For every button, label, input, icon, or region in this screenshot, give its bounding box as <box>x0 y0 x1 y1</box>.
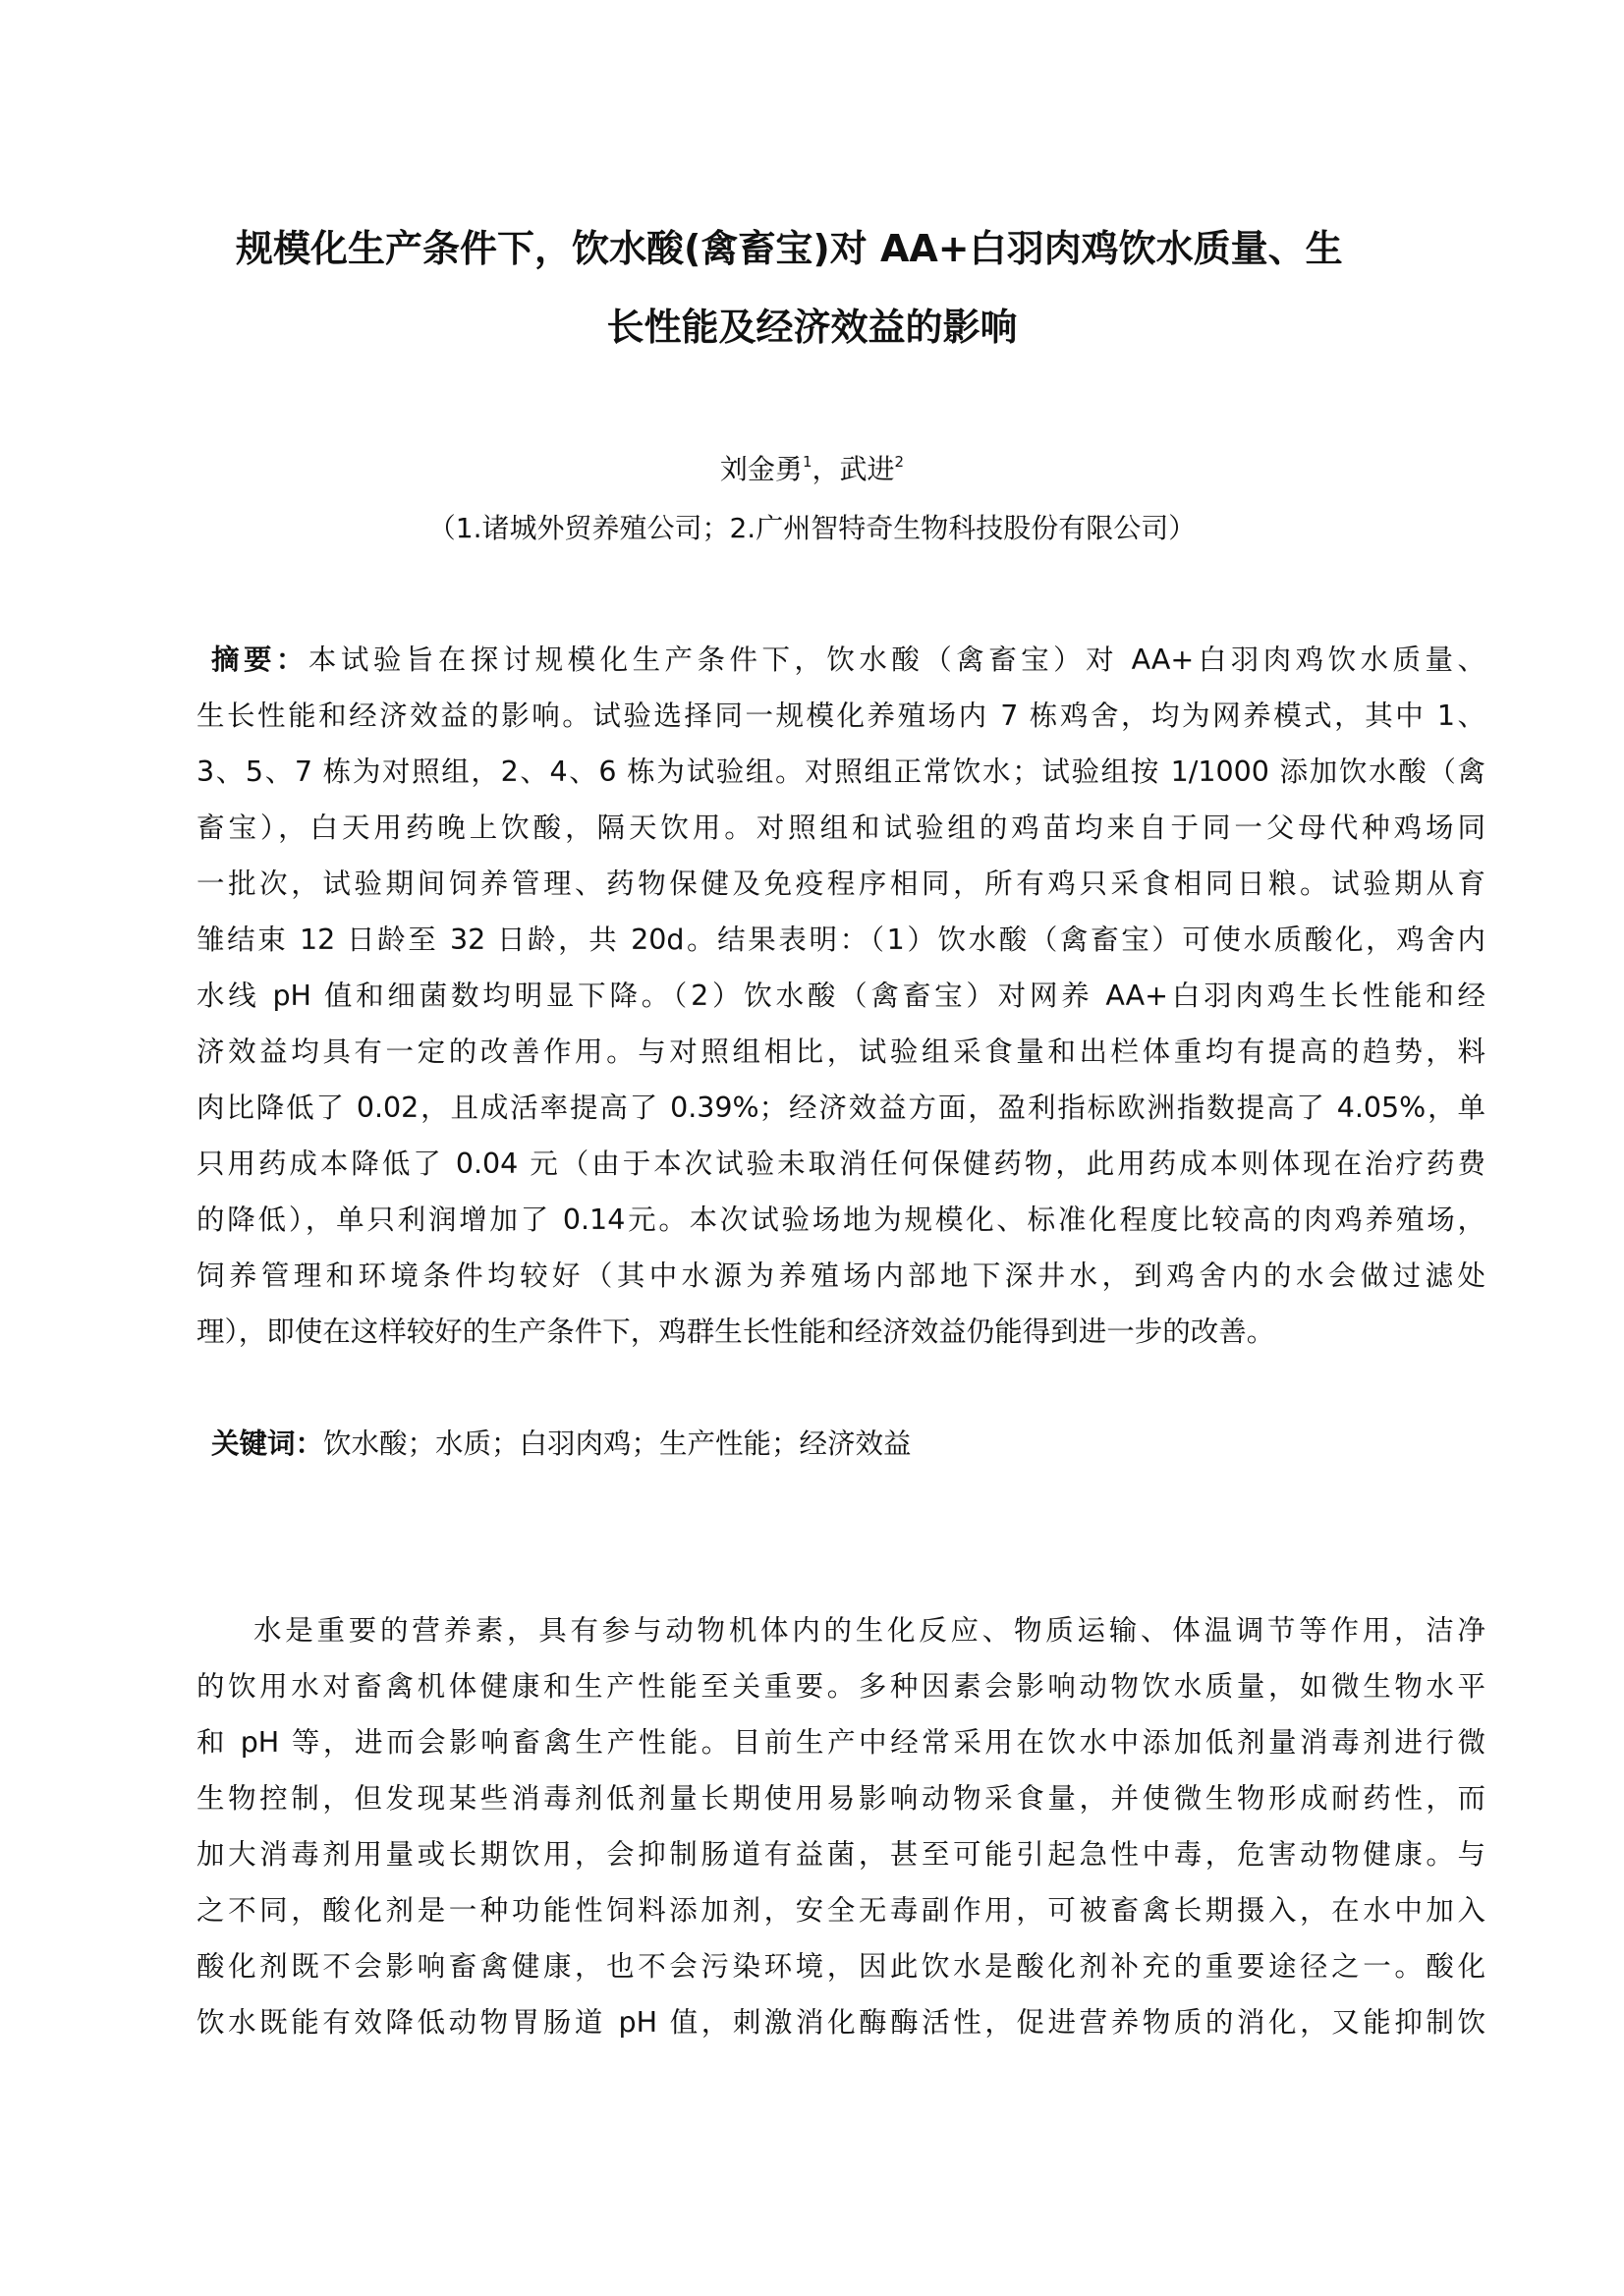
abstract-line: 雏结束 12 日龄至 32 日龄，共 20d。结果表明：（1）饮水酸（禽畜宝）可使水质酸化，鸡舍内 <box>196 924 1485 956</box>
abstract-line: 一批次，试验期间饲养管理、药物保健及免疫程序相同，所有鸡只采食相同日粮。试验期从育 <box>196 868 1485 900</box>
body-line: 和 pH 等，进而会影响畜禽生产性能。目前生产中经常采用在饮水中添加低剂量消毒剂进行微 <box>196 1726 1485 1759</box>
affiliation-marker: 2 <box>894 453 905 471</box>
body-line: 的饮用水对畜禽机体健康和生产性能至关重要。多种因素会影响动物饮水质量，如微生物水平 <box>196 1670 1485 1703</box>
keywords-text: 饮水酸；水质；白羽肉鸡；生产性能；经济效益 <box>323 1428 912 1460</box>
abstract-line <box>211 641 1485 680</box>
abstract-line: 只用药成本降低了 0.04 元（由于本次试验未取消任何保健药物，此用药成本则体现在治疗药费 <box>196 1148 1485 1180</box>
body-line: 酸化剂既不会影响畜禽健康，也不会污染环境，因此饮水是酸化剂补充的重要途径之一。酸化 <box>196 1950 1485 1983</box>
abstract-line: 饲养管理和环境条件均较好（其中水源为养殖场内部地下深井水，到鸡舍内的水会做过滤处 <box>196 1260 1485 1292</box>
body-line: 生物控制，但发现某些消毒剂低剂量长期使用易影响动物采食量，并使微生物形成耐药性，而 <box>196 1782 1485 1815</box>
abstract-line: 生长性能和经济效益的影响。试验选择同一规模化养殖场内 7 栋鸡舍，均为网养模式，其中 1、 <box>196 700 1485 732</box>
body-line: 加大消毒剂用量或长期饮用，会抑制肠道有益菌，甚至可能引起急性中毒，危害动物健康。与 <box>196 1838 1485 1871</box>
keywords-label: 关键词： <box>211 1428 324 1460</box>
abstract-line: 畜宝），白天用药晚上饮酸，隔天饮用。对照组和试验组的鸡苗均来自于同一父母代种鸡场同 <box>196 812 1485 844</box>
body-line: 之不同，酸化剂是一种功能性饲料添加剂，安全无毒副作用，可被畜禽长期摄入，在水中加入 <box>196 1894 1485 1927</box>
abstract-text: 本试验旨在探讨规模化生产条件下，饮水酸（禽畜宝）对 AA+白羽肉鸡饮水质量、 <box>308 644 1485 676</box>
abstract-line: 的降低），单只利润增加了 0.14元。本次试验场地为规模化、标准化程度比较高的肉鸡养殖场， <box>196 1204 1485 1236</box>
keywords <box>211 1425 1500 1464</box>
abstract-line: 3、5、7 栋为对照组，2、4、6 栋为试验组。对照组正常饮水；试验组按 1/1000 添加饮水酸（禽 <box>196 756 1485 788</box>
author-name: 武进 <box>839 453 895 485</box>
affiliation-marker: 1 <box>802 453 812 471</box>
author-name: 刘金勇 <box>719 453 803 485</box>
body-line: 饮水既能有效降低动物胃肠道 pH 值，刺激消化酶酶活性，促进营养物质的消化，又能抑制饮 <box>196 2006 1485 2039</box>
abstract-line: 济效益均具有一定的改善作用。与对照组相比，试验组采食量和出栏体重均有提高的趋势，料 <box>196 1036 1485 1068</box>
paper-title-line-1: 规模化生产条件下，饮水酸(禽畜宝)对 AA+白羽肉鸡饮水质量、生 <box>236 227 1343 270</box>
paper-title-line-2: 长性能及经济效益的影响 <box>606 306 1018 349</box>
author-list <box>0 448 1624 487</box>
affiliations: （1.诸城外贸养殖公司；2.广州智特奇生物科技股份有限公司） <box>427 512 1197 544</box>
abstract-line: 水线 pH 值和细菌数均明显下降。（2）饮水酸（禽畜宝）对网养 AA+白羽肉鸡生长性能和经 <box>196 980 1485 1012</box>
abstract-line: 肉比降低了 0.02，且成活率提高了 0.39%；经济效益方面，盈利指标欧洲指数提高了 4.05%，单 <box>196 1092 1485 1124</box>
body-line: 水是重要的营养素，具有参与动物机体内的生化反应、物质运输、体温调节等作用，洁净 <box>253 1614 1485 1647</box>
abstract-line: 理），即使在这样较好的生产条件下，鸡群生长性能和经济效益仍能得到进一步的改善。 <box>196 1316 1275 1348</box>
author-separator: ， <box>812 453 840 485</box>
abstract-label: 摘要： <box>211 644 308 676</box>
